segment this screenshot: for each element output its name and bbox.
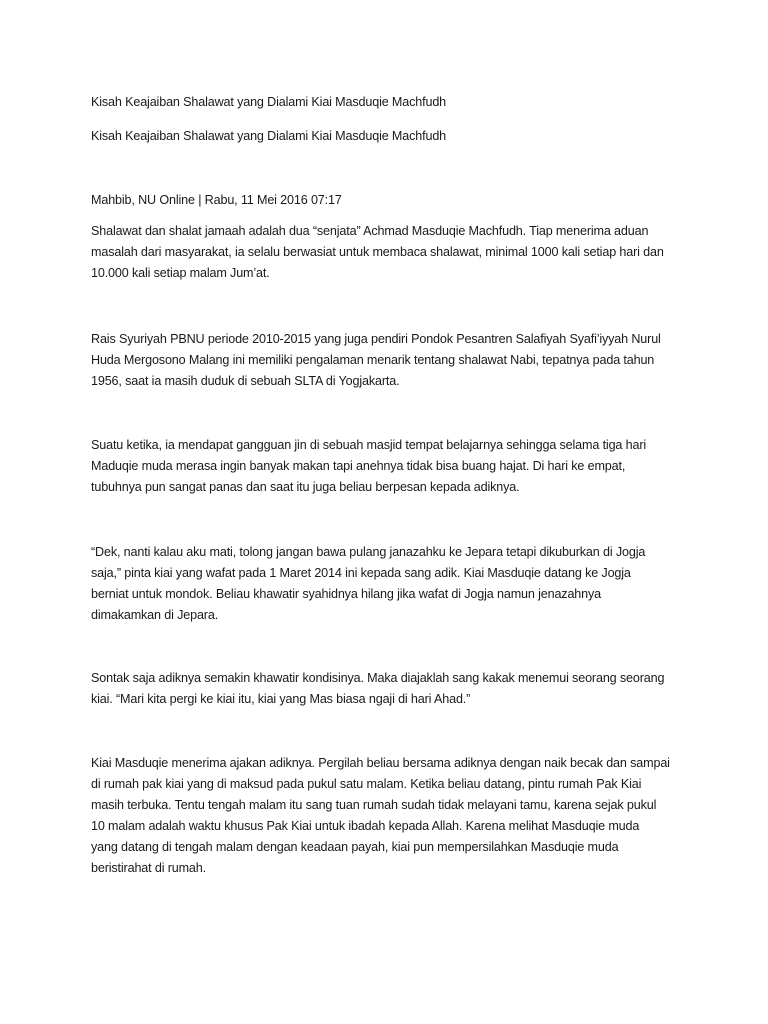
paragraph-line: dimakamkan di Jepara.	[91, 608, 219, 622]
document-title: Kisah Keajaiban Shalawat yang Dialami Kiai Masduqie Machfudh	[91, 95, 447, 109]
paragraph-line: kiai. “Mari kita pergi ke kiai itu, kiai yang Mas biasa ngaji di hari Ahad.”	[91, 692, 471, 706]
article-byline: Mahbib, NU Online | Rabu, 11 Mei 2016 07:17	[91, 193, 342, 207]
paragraph-line: 10 malam adalah waktu khusus Pak Kiai untuk ibadah kepada Allah. Karena melihat Masduqie muda	[91, 819, 640, 833]
paragraph	[91, 435, 691, 498]
paragraph-line: berniat untuk mondok. Beliau khawatir syahidnya hilang jika wafat di Jogja namun jenazahnya	[91, 587, 602, 601]
paragraph-line: Huda Mergosono Malang ini memiliki pengalaman menarik tentang shalawat Nabi, tepatnya pada tahun	[91, 353, 655, 367]
paragraph	[91, 329, 691, 392]
paragraph	[91, 542, 691, 626]
paragraph-line: Kiai Masduqie menerima ajakan adiknya. Pergilah beliau bersama adiknya dengan naik becak dan sampai	[91, 756, 670, 770]
paragraph-line: masih terbuka. Tentu tengah malam itu sang tuan rumah sudah tidak melayani tamu, karena sejak pukul	[91, 798, 657, 812]
paragraph-line: Sontak saja adiknya semakin khawatir kondisinya. Maka diajaklah sang kakak menemui seorang seorang	[91, 671, 665, 685]
paragraph-line: Shalawat dan shalat jamaah adalah dua “senjata” Achmad Masduqie Machfudh. Tiap menerima aduan	[91, 224, 649, 238]
paragraph	[91, 753, 691, 879]
paragraph-line: masalah dari masyarakat, ia selalu berwasiat untuk membaca shalawat, minimal 1000 kali setiap hari dan	[91, 245, 664, 259]
paragraph-line: Suatu ketika, ia mendapat gangguan jin di sebuah masjid tempat belajarnya sehingga selama tiga hari	[91, 438, 647, 452]
paragraph-line: beristirahat di rumah.	[91, 861, 206, 875]
paragraph-line: tubuhnya pun sangat panas dan saat itu juga beliau berpesan kepada adiknya.	[91, 480, 520, 494]
paragraph	[91, 668, 691, 710]
paragraph-line: 10.000 kali setiap malam Jum’at.	[91, 266, 270, 280]
document-title-repeat: Kisah Keajaiban Shalawat yang Dialami Kiai Masduqie Machfudh	[91, 129, 447, 143]
paragraph-line: “Dek, nanti kalau aku mati, tolong jangan bawa pulang janazahku ke Jepara tetapi dikuburkan di Jogja	[91, 545, 646, 559]
paragraph-line: yang datang di tengah malam dengan keadaan payah, kiai pun mempersilahkan Masduqie muda	[91, 840, 619, 854]
paragraph-line: 1956, saat ia masih duduk di sebuah SLTA di Yogjakarta.	[91, 374, 400, 388]
paragraph-line: Rais Syuriyah PBNU periode 2010-2015 yang juga pendiri Pondok Pesantren Salafiyah Syafi’iyyah Nurul	[91, 332, 661, 346]
paragraph-line: di rumah pak kiai yang di maksud pada pukul satu malam. Ketika beliau datang, pintu rumah Pak Kiai	[91, 777, 642, 791]
paragraph	[91, 221, 691, 284]
paragraph-line: Maduqie muda merasa ingin banyak makan tapi anehnya tidak bisa buang hajat. Di hari ke empat,	[91, 459, 626, 473]
paragraph-line: saja,” pinta kiai yang wafat pada 1 Maret 2014 ini kepada sang adik. Kiai Masduqie datang ke Jogja	[91, 566, 631, 580]
